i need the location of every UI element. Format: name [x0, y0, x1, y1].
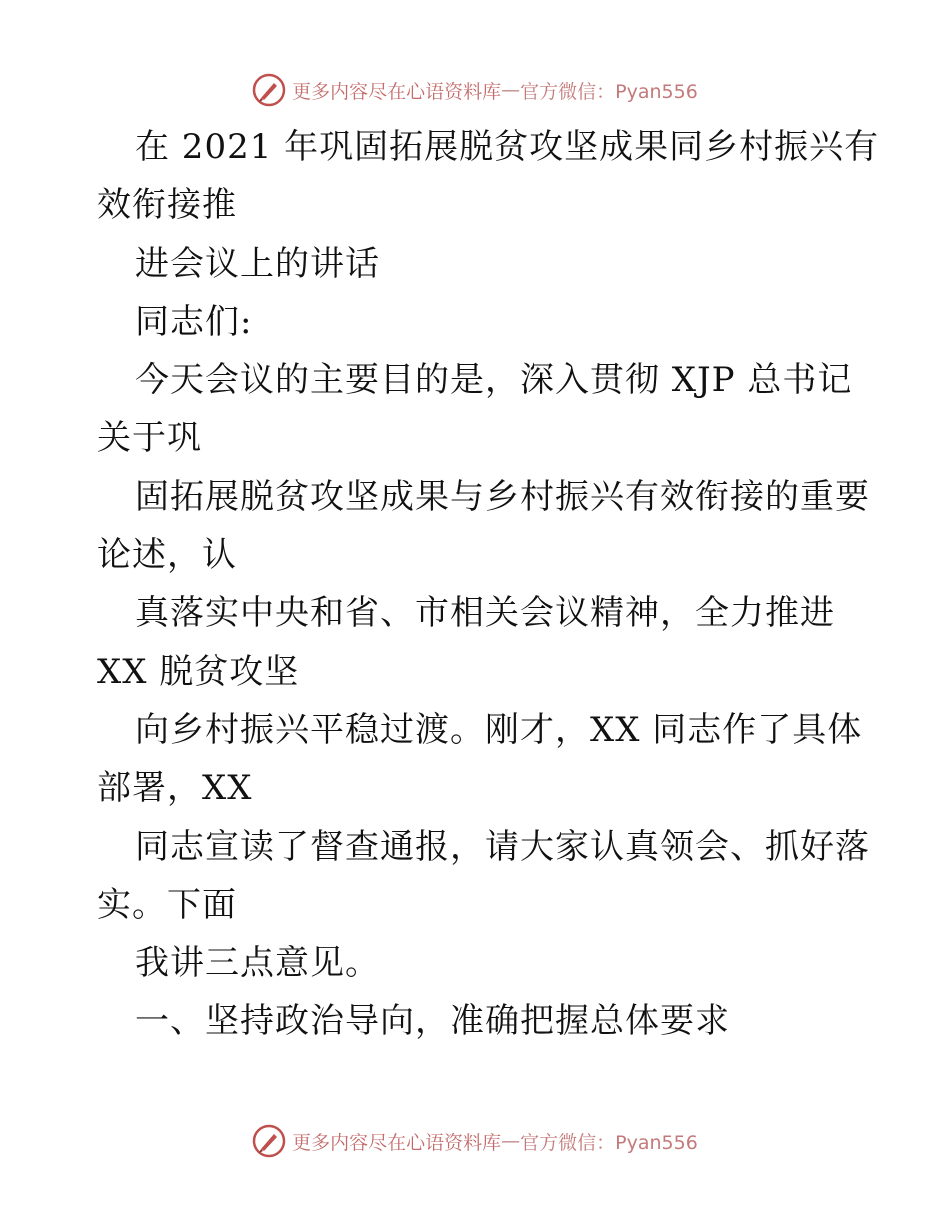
- salutation: 同志们:: [135, 301, 253, 342]
- quill-logo-icon: [252, 1124, 286, 1158]
- text-line: 进会议上的讲话: [135, 243, 380, 284]
- watermark-account: 官方微信：Pyan556: [520, 1131, 698, 1154]
- watermark-text: 更多内容尽在心语资料库: [292, 80, 502, 103]
- text-line: 今天会议的主要目的是，深入贯彻 XJP 总书记: [135, 360, 853, 401]
- text-line: 真落实中央和省、市相关会议精神，全力推进: [135, 593, 835, 634]
- watermark-separator: —: [501, 79, 521, 101]
- watermark-footer: [0, 1121, 950, 1161]
- quill-logo-icon: [252, 73, 286, 107]
- text-line: 固拓展脱贫攻坚成果与乡村振兴有效衔接的重要: [135, 476, 870, 517]
- text-line: 部署，XX: [97, 768, 253, 809]
- watermark-header: [0, 70, 950, 110]
- text-line: 在 2021 年巩固拓展脱贫攻坚成果同乡村振兴有: [135, 127, 880, 167]
- text-line: 实。下面: [97, 884, 237, 925]
- section-heading: 一、坚持政治导向，准确把握总体要求: [135, 1001, 730, 1042]
- text-line: XX 脱贫攻坚: [97, 651, 300, 692]
- watermark-account: 官方微信：Pyan556: [520, 80, 698, 103]
- text-line: 向乡村振兴平稳过渡。刚才，XX 同志作了具体: [135, 709, 863, 750]
- text-line: 论述，认: [97, 535, 237, 576]
- document-body: [97, 118, 880, 1051]
- text-line: 同志宣读了督查通报，请大家认真领会、抓好落: [135, 826, 870, 867]
- watermark-text: 更多内容尽在心语资料库: [292, 1131, 502, 1154]
- text-line: 我讲三点意见。: [135, 943, 380, 984]
- text-line: 效衔接推: [97, 185, 237, 226]
- watermark-separator: —: [501, 1130, 521, 1152]
- text-line: 关于巩: [97, 418, 202, 459]
